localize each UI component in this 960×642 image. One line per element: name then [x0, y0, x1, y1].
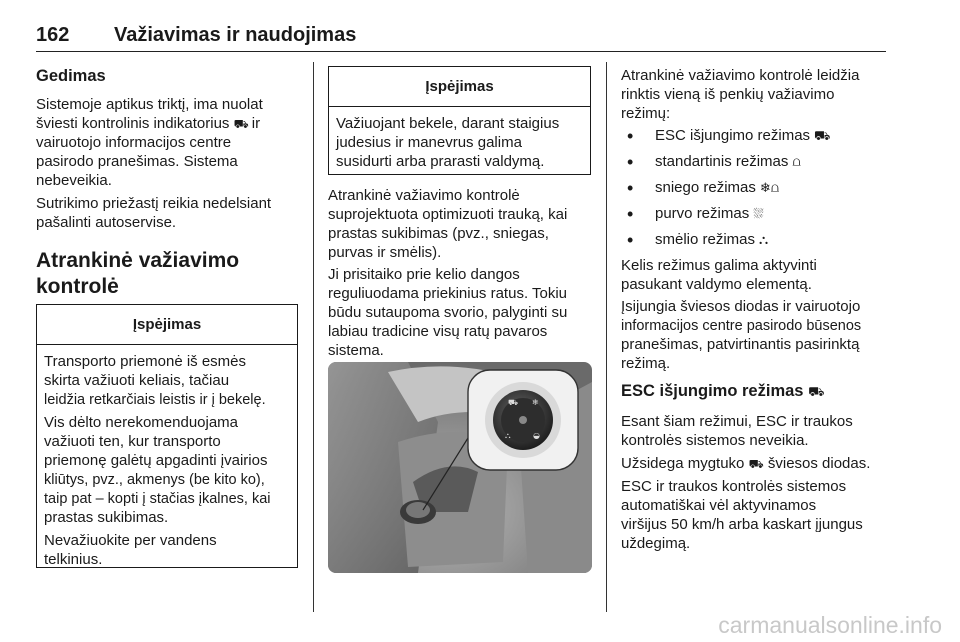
- esc-off-icon: ⛟: [814, 128, 831, 143]
- col3-intro-l1: Atrankinė važiavimo kontrolė leidžia: [621, 67, 860, 84]
- warning-box-1-title: Įspėjimas: [37, 305, 297, 345]
- bullet-dot: •: [627, 204, 634, 224]
- col2-p1-l4: purvas ir smėlis).: [328, 244, 442, 261]
- col3-p6-l3: viršijus 50 km/h arba kaskart įjungus: [621, 516, 863, 533]
- col2-p1-l1: Atrankinė važiavimo kontrolė: [328, 187, 520, 204]
- page-title: Važiavimas ir naudojimas: [114, 24, 357, 46]
- gedimas-heading: Gedimas: [36, 67, 106, 85]
- w2-l3: susidurti arba prarasti valdymą.: [336, 153, 545, 170]
- svg-text:◒: ◒: [533, 431, 540, 440]
- col2-p2-l5: sistema.: [328, 342, 384, 359]
- w1-p1-l2: skirta važiuoti keliais, tačiau: [44, 372, 230, 389]
- esc-heading-text: ESC išjungimo režimas: [621, 382, 804, 400]
- col3-p4-l2: kontrolės sistemos neveikia.: [621, 432, 809, 449]
- w2-l2: judesius ir manevrus galima: [336, 134, 522, 151]
- traction-fault-icon: ⛟: [233, 117, 249, 131]
- w1-p2-l1: Vis dėlto nerekomenduojama: [44, 414, 239, 431]
- col2-p2-l4: labiau tradicine visų ratų pavaros: [328, 323, 548, 340]
- mud-icon: ⛆: [753, 206, 764, 221]
- section-heading-line1: Atrankinė važiavimo: [36, 249, 240, 272]
- column-divider-right: [606, 62, 607, 612]
- bullet-dot: •: [627, 126, 634, 146]
- w1-p2-l3: priemonę galėtų apgadinti įvairios: [44, 452, 268, 469]
- mode-label: ESC išjungimo režimas ⛟: [655, 127, 831, 144]
- w1-p3-l1: Nevažiuokite per vandens: [44, 532, 217, 549]
- col3-intro-l3: režimų:: [621, 105, 671, 122]
- col3-p6-l4: uždegimą.: [621, 535, 691, 552]
- col3-p6-l1: ESC ir traukos kontrolės sistemos: [621, 478, 847, 495]
- esc-button-icon: ⛟: [748, 457, 764, 471]
- col1-p1-line2-text: šviesti kontrolinis indikatorius: [36, 115, 230, 132]
- w1-p2-l6: prastas sukibimas.: [44, 509, 169, 526]
- drive-mode-selector-photo: [328, 362, 592, 573]
- col3-p3-l4: režimą.: [621, 355, 671, 372]
- mode-label: sniego režimas ❄⩍: [655, 179, 780, 196]
- column-divider-left: [313, 62, 314, 612]
- warning-box-2-title: Įspėjimas: [329, 67, 590, 107]
- w1-p2-l5: taip pat – kopti į stačias įkalnes, kai: [44, 491, 271, 507]
- snow-icon: ❄⩍: [759, 180, 780, 195]
- col1-p1-line2: [36, 115, 260, 133]
- w1-p1-l3: leidžia retkarčiais leistis ir į bekelę.: [44, 392, 266, 408]
- mode-label: purvo režimas ⛆: [655, 205, 764, 222]
- bullet-dot: •: [627, 178, 634, 198]
- w1-p2-l2: važiuoti ten, kur transporto: [44, 433, 221, 450]
- page-number: 162: [36, 24, 70, 46]
- watermark: carmanualsonline.info: [718, 612, 942, 638]
- bullet-dot: •: [627, 230, 634, 250]
- col3-p3-l3: pranešimas, patvirtinantis pasirinktą: [621, 336, 860, 353]
- col1-p1-line5: nebeveikia.: [36, 172, 112, 189]
- w1-p3-l2: telkinius.: [44, 551, 103, 568]
- road-icon: ⩍: [792, 154, 801, 169]
- page-header: [36, 24, 886, 52]
- col1-p2-line2: pašalinti autoservise.: [36, 214, 177, 231]
- svg-text:⛬: ⛬: [505, 431, 511, 440]
- esc-heading: [621, 382, 824, 402]
- bullet-dot: •: [627, 152, 634, 172]
- warning-box-2: [328, 66, 591, 175]
- col3-p6-l2: automatiškai vėl aktyvinamos: [621, 497, 817, 514]
- col3-p2-l1: Kelis režimus galima aktyvinti: [621, 257, 817, 274]
- col3-p3-l1: Įsijungia šviesos diodas ir vairuotojo: [621, 298, 861, 315]
- w1-p1-l1: Transporto priemonė iš esmės: [44, 353, 247, 370]
- col2-p2-l3: būdu sutaupoma svorio, palyginti su: [328, 304, 568, 321]
- svg-text:❄: ❄: [532, 398, 539, 407]
- col3-intro-l2: rinktis vieną iš penkių važiavimo: [621, 86, 835, 103]
- w2-l1: Važiuojant bekele, darant staigius: [336, 115, 560, 132]
- section-heading-line2: kontrolė: [36, 275, 119, 298]
- esc-off-icon: ⛟: [808, 384, 825, 399]
- col1-p1-line1: Sistemoje aptikus triktį, ima nuolat: [36, 96, 263, 113]
- w1-p2-l4: kliūtys, pvz., akmenys (be kito ko),: [44, 472, 265, 488]
- col3-p3-l2: informacijos centre pasirodo būsenos: [621, 318, 862, 334]
- warning-box-1: [36, 304, 298, 568]
- mode-label: smėlio režimas ⛬: [655, 231, 769, 248]
- col1-p2-line1: Sutrikimo priežastį reikia nedelsiant: [36, 195, 272, 212]
- col3-p5: [621, 455, 870, 473]
- col2-p2-l1: Ji prisitaiko prie kelio dangos: [328, 266, 520, 283]
- col2-p1-l2: suprojektuota optimizuoti trauką, kai: [328, 206, 568, 223]
- col2-p1-l3: prastas sukibimas (pvz., sniegas,: [328, 225, 549, 242]
- col2-p2-l2: reguliuodama priekinius ratus. Tokiu: [328, 285, 568, 302]
- col3-p2-l2: pasukant valdymo elementą.: [621, 276, 812, 293]
- col1-p1-line4: pasirodo pranešimas. Sistema: [36, 153, 238, 170]
- col3-p5-suffix: šviesos diodas.: [767, 455, 871, 472]
- sand-icon: ⛬: [759, 232, 769, 247]
- col1-p1-line3: vairuotojo informacijos centre: [36, 134, 232, 151]
- mode-label: standartinis režimas ⩍: [655, 153, 801, 170]
- svg-text:⛟: ⛟: [508, 398, 519, 407]
- col3-p4-l1: Esant šiam režimui, ESC ir traukos: [621, 413, 853, 430]
- col1-p1-suffix: ir: [251, 115, 261, 132]
- col3-p5-prefix: Užsidega mygtuko: [621, 455, 745, 472]
